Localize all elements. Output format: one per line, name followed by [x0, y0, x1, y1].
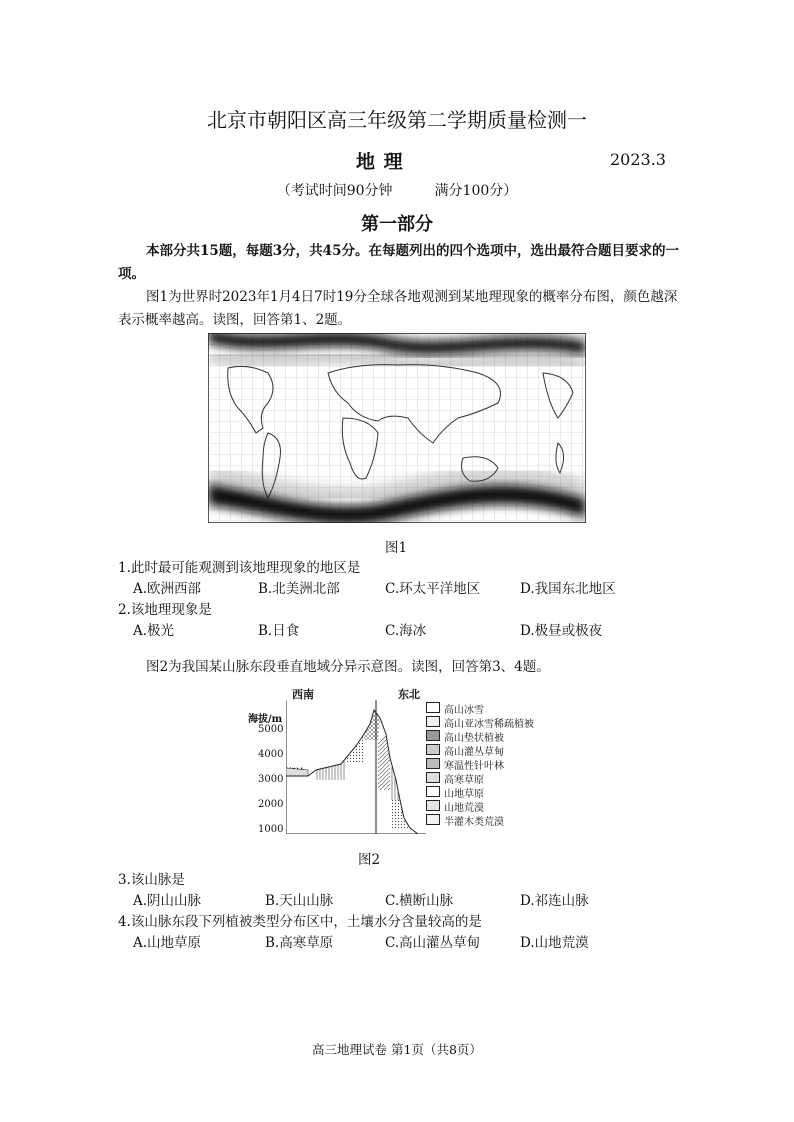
question-3-stem: 3.该山脉是 [118, 872, 185, 888]
question-3-option-c[interactable]: C.横断山脉 [385, 893, 454, 909]
question-2-option-c[interactable]: C.海冰 [385, 623, 427, 639]
question-4-option-d[interactable]: D.山地荒漠 [520, 935, 589, 951]
figure2-intro: 图2为我国某山脉东段垂直地域分异示意图。读图，回答第3、4题。 [146, 659, 550, 675]
legend-item-1: 高山冰雪 [444, 705, 484, 716]
legend-item-3: 高山垫状植被 [444, 733, 504, 744]
page-footer: 高三地理试卷 第1页（共8页） [312, 1042, 482, 1057]
figure2-diagram [248, 686, 548, 834]
exam-title: 北京市朝阳区高三年级第二学期质量检测一 [207, 108, 587, 132]
question-2-option-a[interactable]: A.极光 [133, 623, 175, 639]
legend-swatch-5 [426, 758, 440, 769]
part-title: 第一部分 [361, 214, 433, 235]
y-tick-3000: 3000 [258, 774, 284, 785]
legend-item-7: 山地草原 [444, 789, 484, 800]
direction-northeast: 东北 [398, 688, 420, 701]
question-1-stem: 1.此时最可能观测到该地理现象的地区是 [118, 560, 361, 576]
subject-title: 地 理 [356, 151, 404, 173]
figure1-caption: 图1 [385, 540, 408, 556]
y-tick-1000: 1000 [258, 824, 284, 835]
part-intro: 本部分共15题，每题3分，共45分。在每题列出的四个选项中，选出最符合题目要求的一项。 [118, 243, 679, 282]
question-3-option-a[interactable]: A.阴山山脉 [133, 893, 202, 909]
legend-swatch-6 [426, 772, 440, 783]
question-2-stem: 2.该地理现象是 [118, 602, 212, 618]
legend-item-2: 高山亚冰雪稀疏植被 [444, 719, 534, 730]
exam-time-info: （考试时间90分钟 满分100分） [276, 183, 518, 199]
figure1-map [208, 333, 586, 523]
legend-item-9: 半灌木类荒漠 [444, 817, 504, 828]
legend-swatch-1 [426, 702, 440, 713]
legend-swatch-2 [426, 716, 440, 727]
legend-swatch-3 [426, 730, 440, 741]
legend [426, 700, 548, 834]
question-1-option-c[interactable]: C.环太平洋地区 [385, 581, 481, 597]
legend-swatch-8 [426, 800, 440, 811]
mountain-profile [286, 700, 426, 834]
question-1-option-b[interactable]: B.北美洲北部 [258, 581, 340, 597]
legend-item-4: 高山灌丛草甸 [444, 747, 504, 758]
question-2-option-d[interactable]: D.极昼或极夜 [520, 623, 603, 639]
question-2-option-b[interactable]: B.日食 [258, 623, 300, 639]
question-4-stem: 4.该山脉东段下列植被类型分布区中，土壤水分含量较高的是 [118, 914, 482, 930]
direction-southwest: 西南 [292, 688, 314, 701]
question-1-option-a[interactable]: A.欧洲西部 [133, 581, 202, 597]
figure1-intro: 图1为世界时2023年1月4日7时19分全球各地观测到某地理现象的概率分布图，颜色越深表示概率越高。读图，回答第1、2题。 [118, 289, 678, 328]
figure2-caption: 图2 [358, 852, 381, 868]
question-3-option-b[interactable]: B.天山山脉 [265, 893, 334, 909]
legend-item-8: 山地荒漠 [444, 803, 484, 814]
y-tick-5000: 5000 [258, 724, 284, 735]
world-map-graphic [208, 333, 586, 523]
question-1-option-d[interactable]: D.我国东北地区 [520, 581, 616, 597]
legend-item-6: 高寒草原 [444, 775, 484, 786]
y-tick-4000: 4000 [258, 749, 284, 760]
question-4-option-a[interactable]: A.山地草原 [133, 935, 202, 951]
question-4-option-b[interactable]: B.高寒草原 [265, 935, 334, 951]
legend-swatch-7 [426, 786, 440, 797]
legend-swatch-4 [426, 744, 440, 755]
y-axis-label: 海拔/m [248, 714, 283, 725]
legend-swatch-9 [426, 814, 440, 825]
exam-date: 2023.3 [610, 150, 666, 169]
y-tick-2000: 2000 [258, 799, 284, 810]
legend-item-5: 寒温性针叶林 [444, 761, 504, 772]
question-4-option-c[interactable]: C.高山灌丛草甸 [385, 935, 481, 951]
question-3-option-d[interactable]: D.祁连山脉 [520, 893, 589, 909]
